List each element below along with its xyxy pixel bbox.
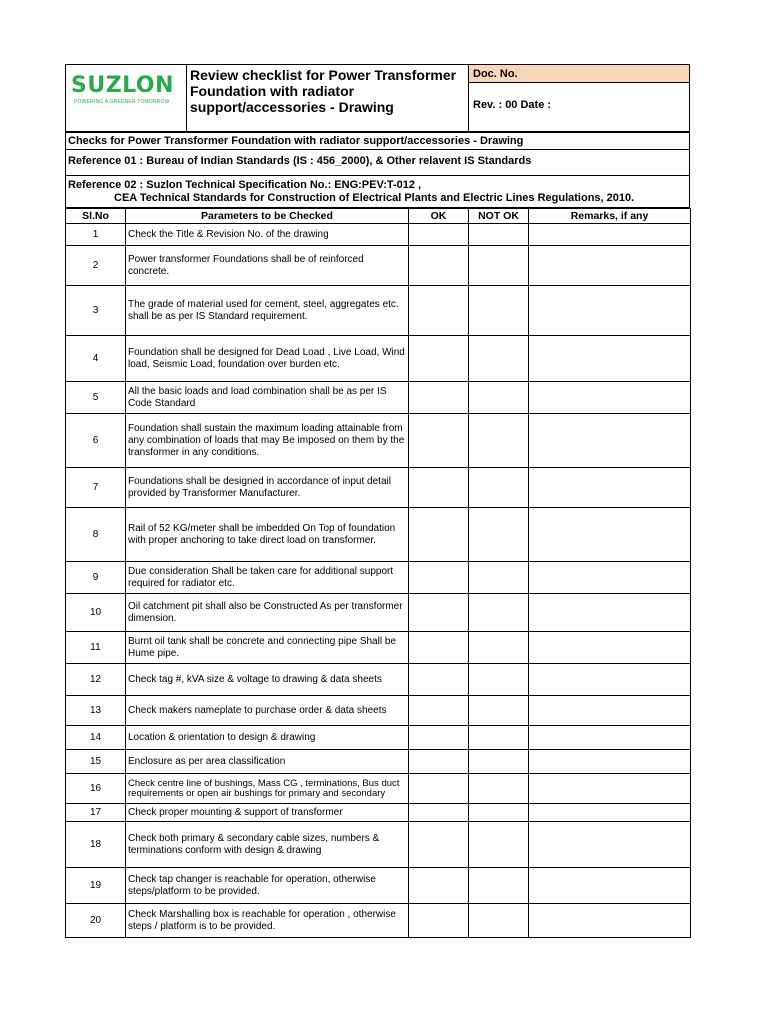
row-remarks-cell[interactable]	[529, 336, 691, 382]
table-row	[66, 822, 691, 868]
table-row	[66, 508, 691, 562]
row-not-ok-cell[interactable]	[469, 224, 529, 246]
logo	[66, 65, 187, 131]
row-remarks-cell[interactable]	[529, 696, 691, 726]
row-number: 13	[66, 696, 126, 726]
row-parameter: Foundations shall be designed in accordance of input detail provided by Transformer Manufacturer.	[126, 468, 409, 508]
row-number: 18	[66, 822, 126, 868]
row-number: 17	[66, 804, 126, 822]
row-parameter: Check tag #, kVA size & voltage to drawing & data sheets	[126, 664, 409, 696]
row-number: 6	[66, 414, 126, 468]
col-header-not-ok: NOT OK	[469, 209, 529, 224]
row-remarks-cell[interactable]	[529, 468, 691, 508]
row-number: 16	[66, 774, 126, 804]
row-ok-cell[interactable]	[409, 594, 469, 632]
table-row	[66, 468, 691, 508]
row-not-ok-cell[interactable]	[469, 904, 529, 938]
row-remarks-cell[interactable]	[529, 804, 691, 822]
row-parameter: The grade of material used for cement, steel, aggregates etc. shall be as per IS Standard requirement.	[126, 286, 409, 336]
row-number: 4	[66, 336, 126, 382]
reference-02	[65, 176, 690, 208]
row-parameter: Check makers nameplate to purchase order & data sheets	[126, 696, 409, 726]
table-row	[66, 336, 691, 382]
row-ok-cell[interactable]	[409, 632, 469, 664]
row-ok-cell[interactable]	[409, 246, 469, 286]
row-not-ok-cell[interactable]	[469, 382, 529, 414]
row-not-ok-cell[interactable]	[469, 594, 529, 632]
row-remarks-cell[interactable]	[529, 508, 691, 562]
row-number: 12	[66, 664, 126, 696]
row-ok-cell[interactable]	[409, 696, 469, 726]
table-row	[66, 774, 691, 804]
row-not-ok-cell[interactable]	[469, 696, 529, 726]
revision-date-field[interactable]: Rev. : 00 Date :	[468, 83, 689, 131]
row-parameter: Power transformer Foundations shall be of reinforced concrete.	[126, 246, 409, 286]
row-not-ok-cell[interactable]	[469, 664, 529, 696]
row-ok-cell[interactable]	[409, 664, 469, 696]
row-ok-cell[interactable]	[409, 562, 469, 594]
row-number: 20	[66, 904, 126, 938]
row-number: 14	[66, 726, 126, 750]
row-ok-cell[interactable]	[409, 468, 469, 508]
reference-01: Reference 01 : Bureau of Indian Standards (IS : 456_2000), & Other relavent IS Standards	[65, 150, 690, 176]
row-number: 2	[66, 246, 126, 286]
table-body	[66, 224, 691, 938]
row-number: 1	[66, 224, 126, 246]
row-number: 15	[66, 750, 126, 774]
row-remarks-cell[interactable]	[529, 774, 691, 804]
row-number: 10	[66, 594, 126, 632]
row-not-ok-cell[interactable]	[469, 804, 529, 822]
row-number: 8	[66, 508, 126, 562]
row-remarks-cell[interactable]	[529, 594, 691, 632]
table-row	[66, 904, 691, 938]
row-remarks-cell[interactable]	[529, 286, 691, 336]
row-ok-cell[interactable]	[409, 804, 469, 822]
row-parameter: Rail of 52 KG/meter shall be imbedded On Top of foundation with proper anchoring to take direct load on transformer.	[126, 508, 409, 562]
row-not-ok-cell[interactable]	[469, 562, 529, 594]
row-parameter: Foundation shall sustain the maximum loading attainable from any combination of loads that may Be imposed on them by the transformer in any conditions.	[126, 414, 409, 468]
row-number: 5	[66, 382, 126, 414]
row-remarks-cell[interactable]	[529, 382, 691, 414]
row-number: 11	[66, 632, 126, 664]
logo-tagline: POWERING A GREENER TOMORROW	[74, 99, 170, 105]
logo-wordmark: SUZLON	[71, 73, 175, 98]
table-row	[66, 696, 691, 726]
row-not-ok-cell[interactable]	[469, 822, 529, 868]
row-remarks-cell[interactable]	[529, 868, 691, 904]
row-parameter: All the basic loads and load combination shall be as per IS Code Standard	[126, 382, 409, 414]
col-header-ok: OK	[409, 209, 469, 224]
row-remarks-cell[interactable]	[529, 822, 691, 868]
table-row	[66, 750, 691, 774]
row-not-ok-cell[interactable]	[469, 508, 529, 562]
table-header-row	[66, 209, 691, 224]
table-row	[66, 562, 691, 594]
row-remarks-cell[interactable]	[529, 632, 691, 664]
table-row	[66, 414, 691, 468]
row-number: 9	[66, 562, 126, 594]
row-parameter: Due consideration Shall be taken care for additional support required for radiator etc.	[126, 562, 409, 594]
row-parameter: Check the Title & Revision No. of the drawing	[126, 224, 409, 246]
row-ok-cell[interactable]	[409, 508, 469, 562]
row-parameter: Check proper mounting & support of transformer	[126, 804, 409, 822]
row-parameter: Check both primary & secondary cable sizes, numbers & terminations conform with design & drawing	[126, 822, 409, 868]
row-not-ok-cell[interactable]	[469, 726, 529, 750]
table-row	[66, 382, 691, 414]
row-parameter: Oil catchment pit shall also be Constructed As per transformer dimension.	[126, 594, 409, 632]
table-row	[66, 594, 691, 632]
row-remarks-cell[interactable]	[529, 414, 691, 468]
row-remarks-cell[interactable]	[529, 726, 691, 750]
checks-description: Checks for Power Transformer Foundation with radiator support/accessories - Drawing	[65, 132, 690, 150]
row-not-ok-cell[interactable]	[469, 468, 529, 508]
row-ok-cell[interactable]	[409, 726, 469, 750]
doc-no-field[interactable]: Doc. No.	[468, 65, 689, 83]
row-ok-cell[interactable]	[409, 336, 469, 382]
table-row	[66, 246, 691, 286]
row-parameter: Enclosure as per area classification	[126, 750, 409, 774]
table-row	[66, 632, 691, 664]
table-row	[66, 664, 691, 696]
row-parameter: Check centre line of bushings, Mass CG , terminations, Bus duct requirements or open air bushings for primary and secondary	[126, 774, 409, 804]
row-not-ok-cell[interactable]	[469, 414, 529, 468]
row-not-ok-cell[interactable]	[469, 750, 529, 774]
table-row	[66, 726, 691, 750]
col-header-remarks: Remarks, if any	[529, 209, 691, 224]
header	[65, 64, 690, 132]
row-remarks-cell[interactable]	[529, 750, 691, 774]
row-ok-cell[interactable]	[409, 286, 469, 336]
row-parameter: Burnt oil tank shall be concrete and connecting pipe Shall be Hume pipe.	[126, 632, 409, 664]
table-row	[66, 868, 691, 904]
row-remarks-cell[interactable]	[529, 224, 691, 246]
row-number: 7	[66, 468, 126, 508]
row-not-ok-cell[interactable]	[469, 868, 529, 904]
row-ok-cell[interactable]	[409, 822, 469, 868]
row-number: 19	[66, 868, 126, 904]
row-remarks-cell[interactable]	[529, 664, 691, 696]
document-title: Review checklist for Power Transformer Foundation with radiator support/accessories - Drawing	[190, 67, 457, 115]
reference-02-line1: Reference 02 : Suzlon Technical Specification No.: ENG:PEV:T-012 ,	[68, 179, 422, 191]
row-ok-cell[interactable]	[409, 774, 469, 804]
row-ok-cell[interactable]	[409, 224, 469, 246]
row-remarks-cell[interactable]	[529, 246, 691, 286]
row-ok-cell[interactable]	[409, 868, 469, 904]
row-not-ok-cell[interactable]	[469, 246, 529, 286]
row-parameter: Foundation shall be designed for Dead Load , Live Load, Wind load, Seismic Load, foundation over burden etc.	[126, 336, 409, 382]
row-ok-cell[interactable]	[409, 382, 469, 414]
row-not-ok-cell[interactable]	[469, 286, 529, 336]
checklist-table	[65, 208, 691, 938]
row-parameter: Location & orientation to design & drawing	[126, 726, 409, 750]
row-ok-cell[interactable]	[409, 414, 469, 468]
row-ok-cell[interactable]	[409, 750, 469, 774]
col-header-slno: Sl.No	[66, 209, 126, 224]
row-parameter: Check Marshalling box is reachable for operation , otherwise steps / platform is to be provided.	[126, 904, 409, 938]
row-not-ok-cell[interactable]	[469, 632, 529, 664]
table-row	[66, 224, 691, 246]
row-not-ok-cell[interactable]	[469, 336, 529, 382]
table-row	[66, 804, 691, 822]
table-row	[66, 286, 691, 336]
row-ok-cell[interactable]	[409, 904, 469, 938]
row-parameter: Check tap changer is reachable for operation, otherwise steps/platform to be provided.	[126, 868, 409, 904]
col-header-parameters: Parameters to be Checked	[126, 209, 409, 224]
row-not-ok-cell[interactable]	[469, 774, 529, 804]
checklist-sheet	[65, 64, 690, 938]
reference-02-line2: CEA Technical Standards for Construction of Electrical Plants and Electric Lines Regulations, 2010.	[114, 192, 635, 204]
row-remarks-cell[interactable]	[529, 904, 691, 938]
row-number: 3	[66, 286, 126, 336]
row-remarks-cell[interactable]	[529, 562, 691, 594]
